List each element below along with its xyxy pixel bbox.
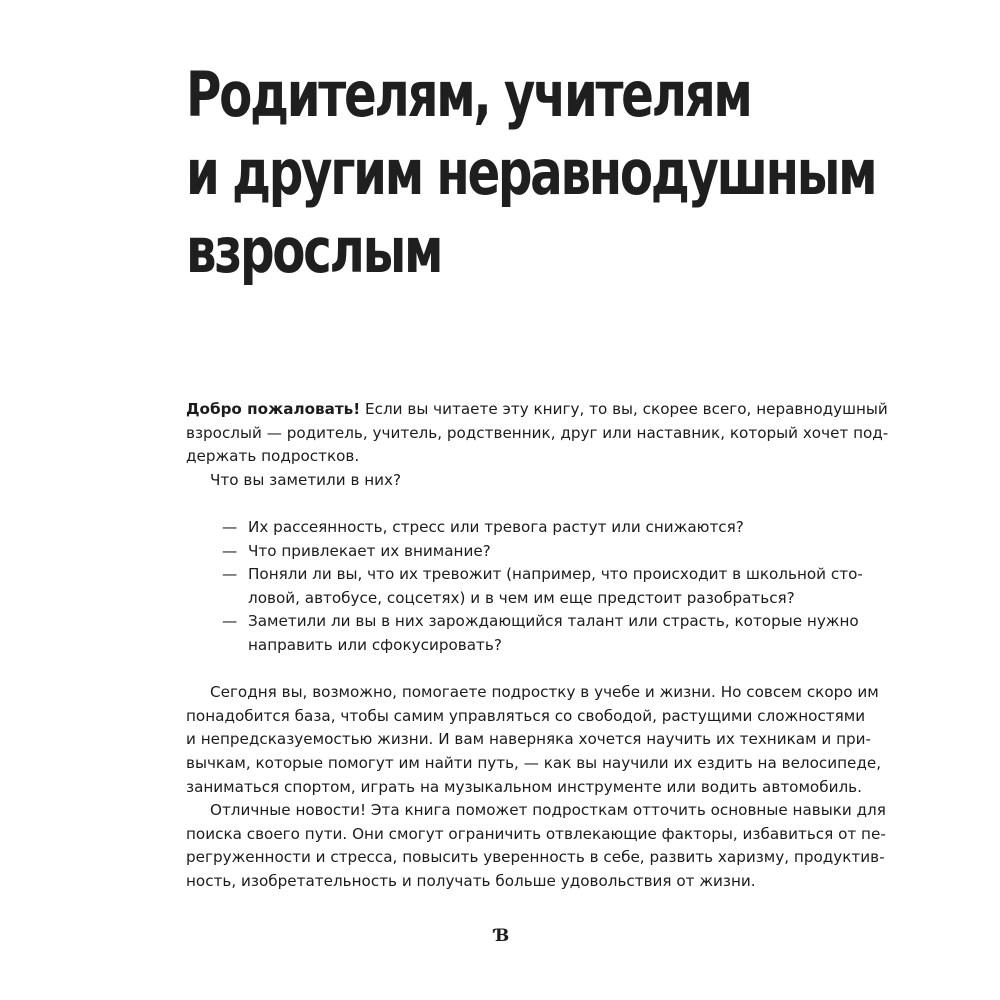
list-item-text: Заметили ли вы в них зарождающийся талант или страсть, которые нужно (248, 612, 859, 631)
intro-line-1-text: Если вы читаете эту книгу, то вы, скорее всего, неравнодушный (360, 400, 888, 418)
dash-bullet: — (222, 541, 238, 560)
list-item-text: Поняли ли вы, что их тревожит (например, что происходит в школьной сто- (248, 565, 863, 584)
page-number: Ɓ (494, 926, 510, 946)
paragraph-line: и непредсказуемостью жизни. И вам наверняка хочется научить их техникам и при- (186, 730, 871, 749)
spacer (186, 658, 818, 682)
welcome-bold: Добро пожаловать! (186, 400, 361, 418)
dash-bullet: — (222, 612, 238, 631)
paragraph-line: поиска своего пути. Они смогут ограничить отвлекающие факторы, избавиться от пе- (186, 824, 886, 843)
list-item-text: Их рассеянность, стресс или тревога растут или снижаются? (248, 517, 744, 536)
title-line: Родителям, учителям (186, 58, 751, 131)
paragraph-line: регруженности и стресса, повысить уверенность в себе, развить харизму, продуктив- (186, 848, 885, 867)
paragraph-line: ность, изобретательность и получать больше удовольствия от жизни. (186, 871, 756, 890)
paragraph-line: Отличные новости! Эта книга поможет подросткам отточить основные навыки для (210, 801, 886, 820)
dash-bullet: — (222, 565, 238, 584)
list-item (186, 563, 863, 587)
chapter-title (186, 56, 876, 290)
paragraph-2 (186, 799, 886, 893)
list-item (186, 540, 818, 564)
intro-line-1 (186, 398, 888, 422)
intro-question: Что вы заметили в них? (210, 470, 402, 489)
intro-line-2: взрослый — родитель, учитель, родственник, друг или наставник, который хочет под- (186, 423, 889, 442)
list-item (186, 516, 818, 540)
title-line: и другим неравнодушным (186, 136, 876, 209)
title-line: взрослым (186, 214, 442, 287)
paragraph-line: вычкам, которые помогут им найти путь, — как вы научили их ездить на велосипеде, (186, 753, 882, 772)
list-item-text: Что привлекает их внимание? (248, 541, 491, 560)
intro-line-3: держать подростков. (186, 447, 360, 466)
body-text (186, 398, 889, 893)
paragraph-line: Сегодня вы, возможно, помогаете подростку в учебе и жизни. Но совсем скоро им (210, 683, 879, 702)
dash-bullet: — (222, 517, 238, 536)
list-item-continuation: направить или сфокусировать? (248, 635, 502, 654)
spacer (186, 492, 818, 516)
paragraph-line: понадобится база, чтобы самим управляться со свободой, растущими сложностями (186, 706, 866, 725)
list-item-continuation: ловой, автобусе, соцсетях) и в чем им еще предстоит разобраться? (248, 588, 795, 607)
list-item (186, 610, 859, 634)
paragraph-line: заниматься спортом, играть на музыкальном инструменте или водить автомобиль. (186, 777, 862, 796)
paragraph-1 (186, 681, 882, 799)
question-list (186, 516, 863, 658)
